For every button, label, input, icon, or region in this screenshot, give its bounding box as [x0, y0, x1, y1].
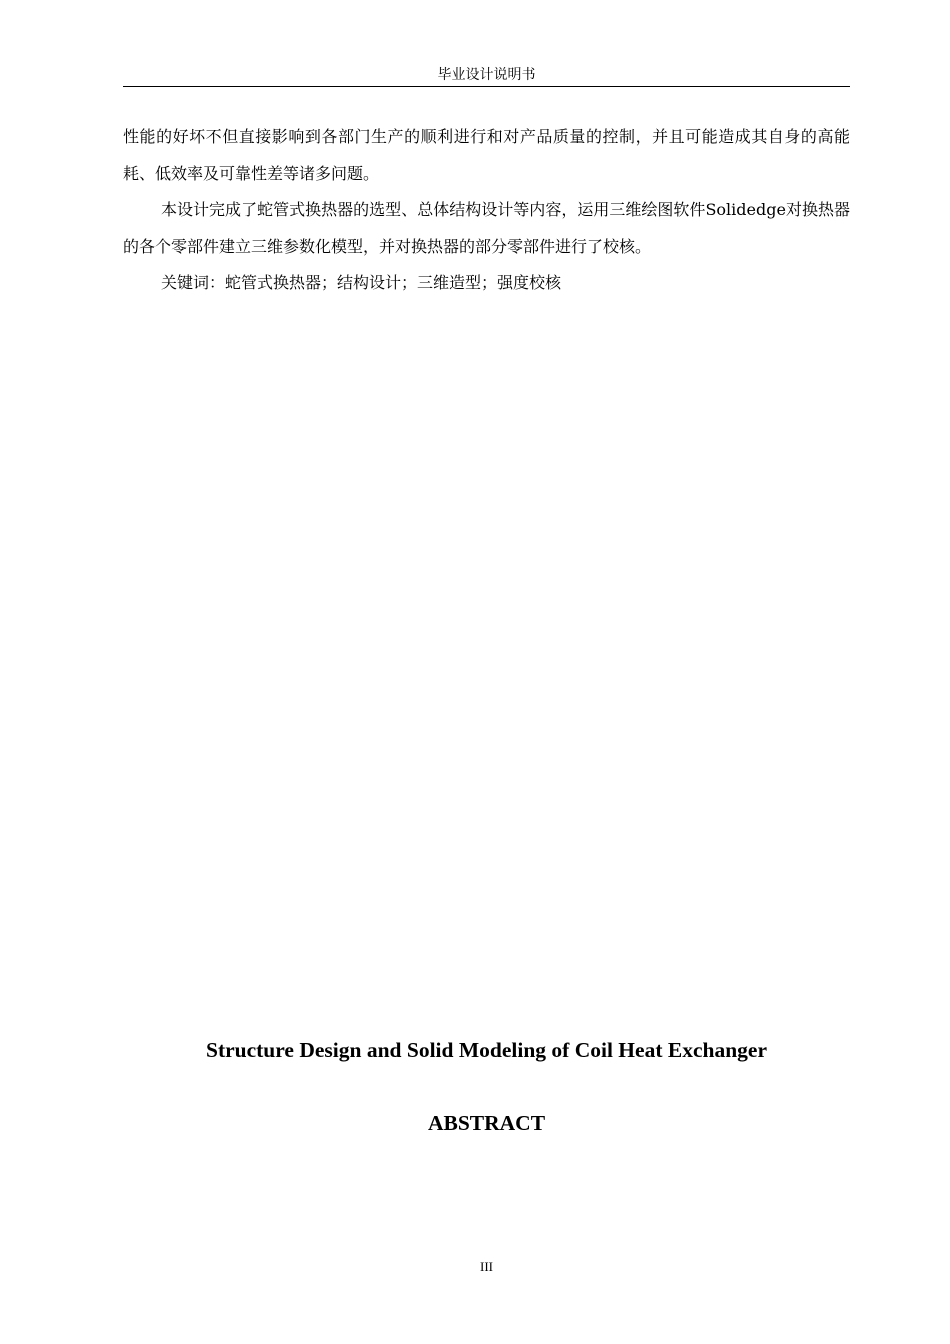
abstract-heading: ABSTRACT: [427, 1111, 546, 1135]
running-header-title: 毕业设计说明书: [437, 67, 536, 83]
keywords-text: 蛇管式换热器；结构设计；三维造型；强度校核: [225, 273, 562, 292]
page-number: III: [480, 1259, 493, 1274]
abstract-body: [123, 119, 850, 302]
running-header: [123, 66, 850, 87]
keywords-line: [123, 265, 850, 302]
english-title: Structure Design and Solid Modeling of Coil Heat Exchanger: [205, 1038, 767, 1062]
abstract-paragraph-design: 本设计完成了蛇管式换热器的选型、总体结构设计等内容，运用三维绘图软件Solidedge对换热器的各个零部件建立三维参数化模型，并对换热器的部分零部件进行了校核。: [123, 200, 850, 256]
keywords-label: 关键词：: [161, 273, 226, 292]
abstract-paragraph-continued: 性能的好坏不但直接影响到各部门生产的顺利进行和对产品质量的控制，并且可能造成其自身的高能耗、低效率及可靠性差等诸多问题。: [123, 127, 850, 183]
